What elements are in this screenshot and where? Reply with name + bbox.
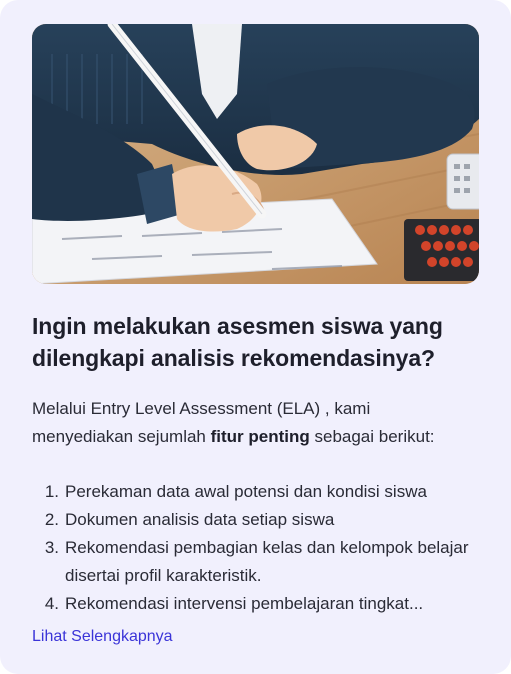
list-item (32, 590, 472, 618)
card-title: Ingin melakukan asesmen siswa yang dilengkapi analisis rekomendasinya? (32, 313, 443, 371)
list-item (32, 534, 472, 590)
list-item-text: Perekaman data awal potensi dan kondisi siswa (65, 482, 427, 501)
list-item-text: Rekomendasi intervensi pembelajaran tingkat... (65, 594, 424, 613)
list-item-number: 3. (44, 538, 59, 557)
list-item (32, 478, 472, 506)
list-item-number: 4. (44, 594, 59, 613)
intro-text-bold: fitur penting (210, 427, 310, 446)
intro-text (32, 395, 472, 451)
list-item-number: 1. (44, 482, 59, 501)
list-item-number: 2. (44, 510, 59, 529)
feature-list (32, 478, 472, 618)
intro-text-end: sebagai berikut: (309, 427, 435, 446)
hero-photo-student-writing (32, 24, 479, 284)
intro-text-start: Melalui Entry Level Assessment (ELA) , kami menyediakan sejumlah (32, 399, 371, 446)
list-item-text: Rekomendasi pembagian kelas dan kelompok belajar disertai profil karakteristik. (65, 538, 469, 585)
list-item (32, 506, 472, 534)
see-more-link[interactable]: Lihat Selengkapnya (32, 628, 173, 645)
list-item-text: Dokumen analisis data setiap siswa (65, 510, 335, 529)
